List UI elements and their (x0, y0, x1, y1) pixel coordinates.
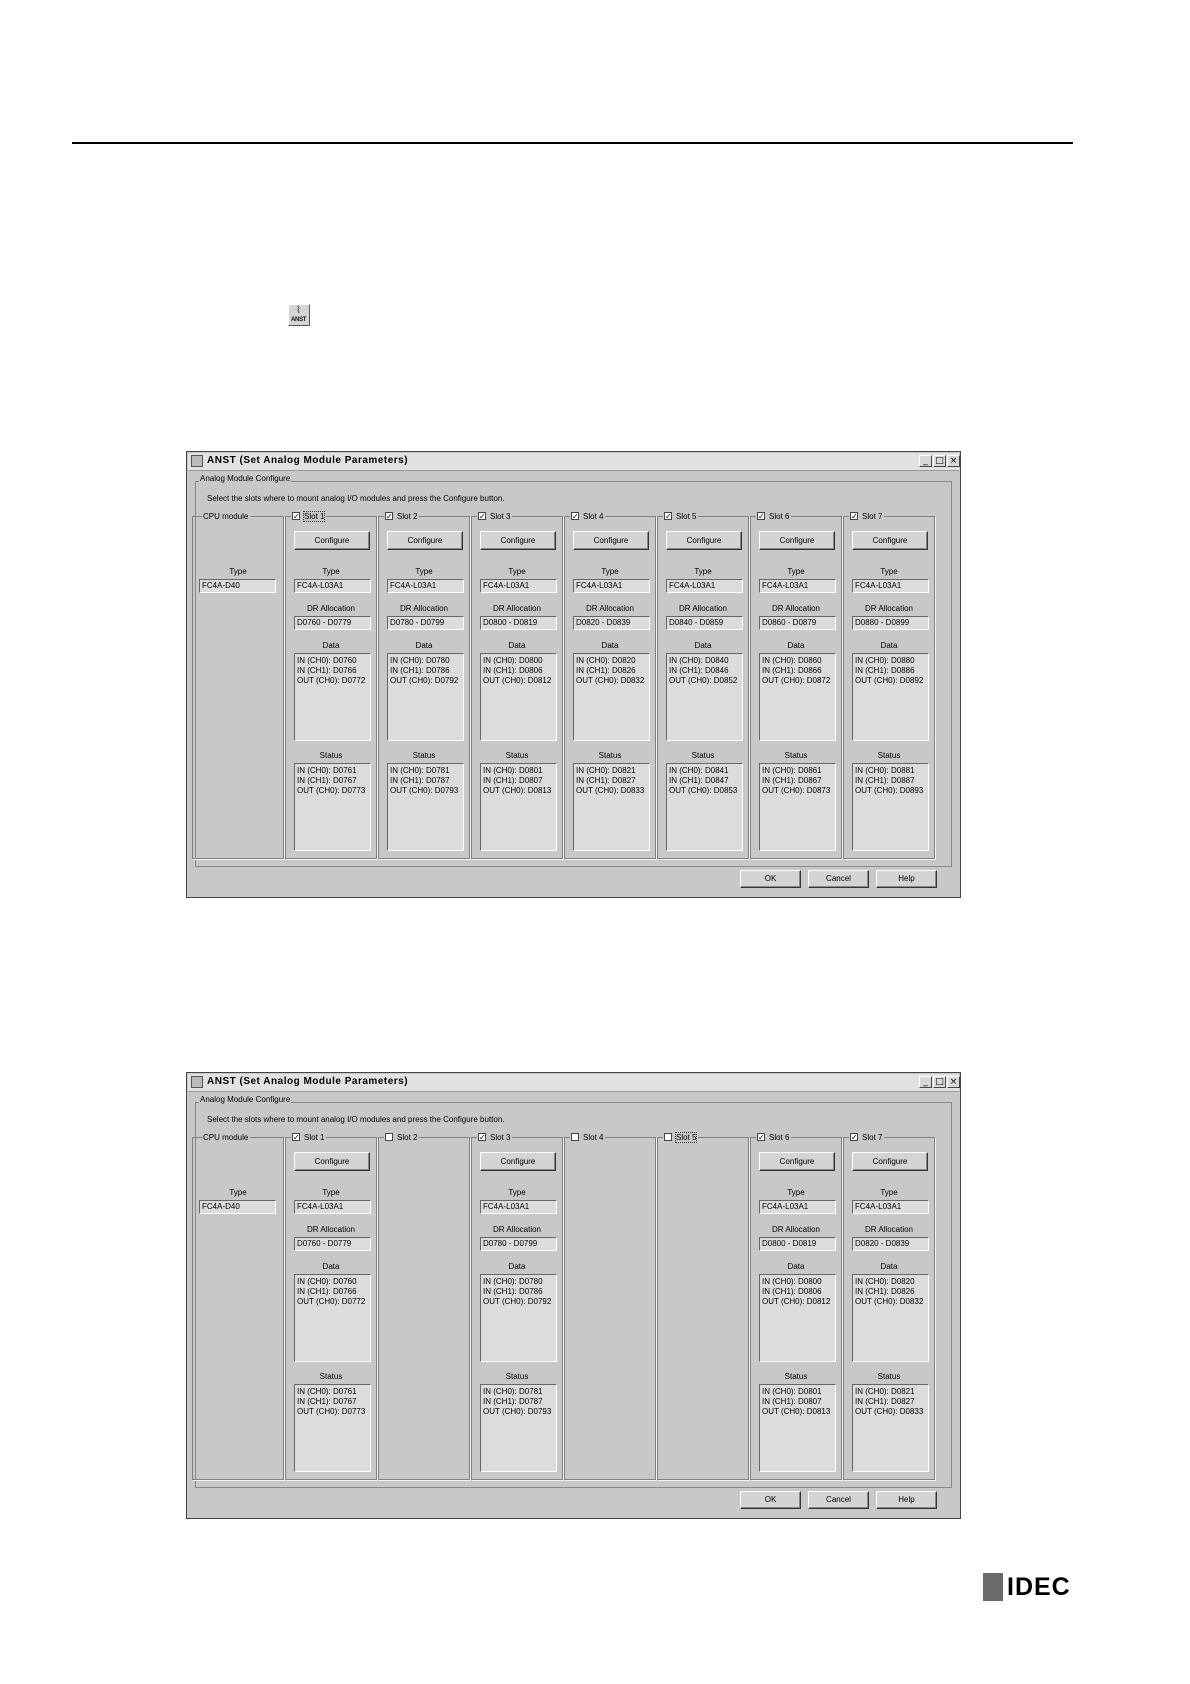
slot-7-status-label: Status (877, 751, 901, 760)
slot-3-checkbox[interactable] (477, 510, 512, 522)
cpu-module-panel (192, 516, 284, 859)
slot-2-dr-allocation-field: D0780 - D0799 (387, 616, 464, 630)
list-item: IN (CH0): D0840 (669, 656, 729, 665)
slot-7-data-list[interactable] (852, 1274, 929, 1362)
list-item: IN (CH0): D0800 (483, 656, 543, 665)
list-item: IN (CH0): D0801 (762, 1387, 822, 1396)
slot-7-checkbox[interactable] (849, 510, 884, 522)
list-item: IN (CH0): D0761 (297, 1387, 357, 1396)
slot-2-checkbox[interactable] (384, 510, 419, 522)
list-item: IN (CH1): D0827 (855, 1397, 915, 1406)
list-item: OUT (CH0): D0853 (669, 786, 738, 795)
list-item: IN (CH0): D0820 (576, 656, 636, 665)
slot-3-data-label: Data (508, 1262, 526, 1271)
checkbox-icon: ✓ (293, 512, 300, 521)
slot-6-label: Slot 6 (769, 511, 790, 521)
slot-6-status-list[interactable] (759, 1384, 836, 1472)
slot-6-type-label: Type (787, 567, 805, 576)
checkbox-icon: ✓ (758, 512, 765, 521)
list-item: OUT (CH0): D0793 (390, 786, 459, 795)
checkbox-icon: ✓ (479, 512, 486, 521)
list-item: IN (CH1): D0786 (390, 666, 450, 675)
list-item: OUT (CH0): D0793 (483, 1407, 552, 1416)
slot-7-type-label: Type (880, 567, 898, 576)
slot-7-dr-allocation-field: D0880 - D0899 (852, 616, 929, 630)
anst-toolbar-icon[interactable] (288, 304, 310, 326)
slot-3-status-label: Status (505, 751, 529, 760)
slot-6-data-list[interactable] (759, 653, 836, 741)
slot-3-type-label: Type (508, 1188, 526, 1197)
list-item: OUT (CH0): D0833 (855, 1407, 924, 1416)
slot-4-dr-allocation-label: DR Allocation (585, 604, 635, 613)
cancel-button[interactable]: Cancel (808, 1491, 869, 1509)
slot-5-data-label: Data (694, 641, 712, 650)
list-item: OUT (CH0): D0852 (669, 676, 738, 685)
ok-button[interactable]: OK (740, 870, 801, 888)
close-icon[interactable]: × (947, 1076, 960, 1088)
logo-mark (983, 1573, 1003, 1601)
list-item: OUT (CH0): D0813 (483, 786, 552, 795)
slot-6-type-label: Type (787, 1188, 805, 1197)
list-item: IN (CH1): D0807 (762, 1397, 822, 1406)
slot-6-status-label: Status (784, 751, 808, 760)
slot-1-dr-allocation-label: DR Allocation (306, 604, 356, 613)
slot-1-dr-allocation-label: DR Allocation (306, 1225, 356, 1234)
slot-5-label: Slot 5 (676, 511, 697, 521)
slot-7-status-list[interactable] (852, 1384, 929, 1472)
list-item: IN (CH0): D0820 (855, 1277, 915, 1286)
slot-1-status-list[interactable] (294, 763, 371, 851)
checkbox-icon (385, 1133, 393, 1141)
slot-5-dr-allocation-label: DR Allocation (678, 604, 728, 613)
group-title: Analog Module Configure (200, 474, 291, 483)
list-item: IN (CH0): D0780 (483, 1277, 543, 1286)
list-item: OUT (CH0): D0873 (762, 786, 831, 795)
slot-2-data-list[interactable] (387, 653, 464, 741)
slot-6-checkbox[interactable] (756, 510, 791, 522)
slot-3-type-field: FC4A-L03A1 (480, 579, 557, 593)
slot-5-panel (657, 516, 749, 859)
slot-3-type-field: FC4A-L03A1 (480, 1200, 557, 1214)
slot-4-checkbox[interactable] (570, 1131, 605, 1143)
slot-6-dr-allocation-field: D0800 - D0819 (759, 1237, 836, 1251)
slot-3-panel (471, 1137, 563, 1480)
list-item: IN (CH0): D0781 (390, 766, 450, 775)
slot-1-configure-button[interactable]: Configure (294, 1152, 370, 1171)
slot-5-status-label: Status (691, 751, 715, 760)
list-item: IN (CH1): D0846 (669, 666, 729, 675)
slot-2-label: Slot 2 (397, 511, 418, 521)
slot-6-panel (750, 1137, 842, 1480)
cpu-module-label-text: CPU module (203, 511, 249, 521)
list-item: IN (CH0): D0881 (855, 766, 915, 775)
slot-2-status-list[interactable] (387, 763, 464, 851)
slot-5-checkbox[interactable] (663, 1131, 698, 1143)
list-item: IN (CH0): D0861 (762, 766, 822, 775)
dialog-title: ANST (Set Analog Module Parameters) (207, 1076, 409, 1087)
list-item: OUT (CH0): D0872 (762, 676, 831, 685)
list-item: IN (CH0): D0800 (762, 1277, 822, 1286)
list-item: OUT (CH0): D0773 (297, 786, 366, 795)
slot-3-status-list[interactable] (480, 763, 557, 851)
list-item: IN (CH0): D0760 (297, 656, 357, 665)
list-item: IN (CH1): D0767 (297, 776, 357, 785)
slot-5-checkbox[interactable] (663, 510, 698, 522)
dialog-title: ANST (Set Analog Module Parameters) (207, 455, 409, 466)
slot-7-panel (843, 1137, 935, 1480)
toolbar-icon-label: ANST (291, 317, 307, 323)
slot-6-dr-allocation-label: DR Allocation (771, 1225, 821, 1234)
slot-1-dr-allocation-field: D0760 - D0779 (294, 1237, 371, 1251)
slot-4-label: Slot 4 (583, 1132, 604, 1142)
list-item: IN (CH0): D0860 (762, 656, 822, 665)
list-item: IN (CH0): D0801 (483, 766, 543, 775)
slot-1-data-list[interactable] (294, 1274, 371, 1362)
minimize-icon[interactable]: _ (919, 455, 932, 467)
list-item: IN (CH1): D0787 (483, 1397, 543, 1406)
page-header-rule (72, 142, 1073, 144)
checkbox-icon: ✓ (665, 512, 672, 521)
slot-3-data-list[interactable] (480, 1274, 557, 1362)
list-item: IN (CH0): D0821 (855, 1387, 915, 1396)
slot-2-dr-allocation-label: DR Allocation (399, 604, 449, 613)
slot-7-label: Slot 7 (862, 511, 883, 521)
slot-6-configure-button[interactable]: Configure (759, 531, 835, 550)
slot-4-data-list[interactable] (573, 653, 650, 741)
slot-6-type-field: FC4A-L03A1 (759, 579, 836, 593)
slot-2-configure-button[interactable]: Configure (387, 531, 463, 550)
checkbox-icon: ✓ (572, 512, 579, 521)
slot-4-dr-allocation-field: D0820 - D0839 (573, 616, 650, 630)
slot-7-data-label: Data (880, 641, 898, 650)
slot-3-label: Slot 3 (490, 511, 511, 521)
slot-3-dr-allocation-field: D0780 - D0799 (480, 1237, 557, 1251)
slot-3-panel (471, 516, 563, 859)
slot-1-configure-button[interactable]: Configure (294, 531, 370, 550)
slot-1-data-label: Data (322, 1262, 340, 1271)
list-item: IN (CH0): D0841 (669, 766, 729, 775)
slot-6-status-label: Status (784, 1372, 808, 1381)
cpu-type-label: Type (229, 567, 247, 576)
slot-4-type-label: Type (601, 567, 619, 576)
list-item: IN (CH1): D0826 (855, 1287, 915, 1296)
list-item: IN (CH1): D0886 (855, 666, 915, 675)
list-item: IN (CH1): D0787 (390, 776, 450, 785)
slot-1-data-list[interactable] (294, 653, 371, 741)
cpu-module-label (202, 510, 250, 522)
cpu-module-panel (192, 1137, 284, 1480)
ok-button[interactable]: OK (740, 1491, 801, 1509)
list-item: OUT (CH0): D0792 (390, 676, 459, 685)
group-title: Analog Module Configure (200, 1095, 291, 1104)
checkbox-icon (664, 1133, 672, 1141)
list-item: OUT (CH0): D0832 (855, 1297, 924, 1306)
list-item: OUT (CH0): D0813 (762, 1407, 831, 1416)
list-item: IN (CH0): D0760 (297, 1277, 357, 1286)
slot-6-panel (750, 516, 842, 859)
list-item: IN (CH1): D0786 (483, 1287, 543, 1296)
slot-3-checkbox[interactable] (477, 1131, 512, 1143)
slot-4-label: Slot 4 (583, 511, 604, 521)
slot-7-checkbox[interactable] (849, 1131, 884, 1143)
checkbox-icon: ✓ (851, 1133, 858, 1142)
cpu-module-label (202, 1131, 250, 1143)
slot-1-label: Slot 1 (304, 1132, 325, 1142)
slot-6-configure-button[interactable]: Configure (759, 1152, 835, 1171)
slot-1-checkbox[interactable] (291, 1131, 326, 1143)
wave-icon: ⌇ (296, 305, 301, 316)
list-item: OUT (CH0): D0773 (297, 1407, 366, 1416)
cpu-type-label: Type (229, 1188, 247, 1197)
checkbox-icon: ✓ (851, 512, 858, 521)
slot-7-type-field: FC4A-L03A1 (852, 579, 929, 593)
title-bar[interactable] (188, 453, 959, 471)
slot-5-type-field: FC4A-L03A1 (666, 579, 743, 593)
slot-2-panel (378, 1137, 470, 1480)
cancel-button[interactable]: Cancel (808, 870, 869, 888)
slot-3-type-label: Type (508, 567, 526, 576)
list-item: IN (CH1): D0766 (297, 1287, 357, 1296)
slot-1-checkbox[interactable] (291, 510, 326, 522)
list-item: OUT (CH0): D0812 (483, 676, 552, 685)
list-item: IN (CH1): D0867 (762, 776, 822, 785)
slot-1-status-list[interactable] (294, 1384, 371, 1472)
list-item: OUT (CH0): D0832 (576, 676, 645, 685)
list-item: OUT (CH0): D0792 (483, 1297, 552, 1306)
slot-4-data-label: Data (601, 641, 619, 650)
slot-7-configure-button[interactable]: Configure (852, 1152, 928, 1171)
list-item: IN (CH0): D0780 (390, 656, 450, 665)
slot-5-label: Slot 5 (676, 1132, 697, 1142)
slot-1-panel (285, 516, 377, 859)
help-button[interactable]: Help (876, 1491, 937, 1509)
slot-2-panel (378, 516, 470, 859)
list-item: IN (CH1): D0767 (297, 1397, 357, 1406)
close-icon[interactable]: × (947, 455, 960, 467)
slot-6-label: Slot 6 (769, 1132, 790, 1142)
cpu-module-label-text: CPU module (203, 1132, 249, 1142)
slot-2-type-field: FC4A-L03A1 (387, 579, 464, 593)
slot-5-configure-button[interactable]: Configure (666, 531, 742, 550)
app-icon (191, 455, 203, 467)
slot-2-type-label: Type (415, 567, 433, 576)
slot-6-data-label: Data (787, 641, 805, 650)
slot-4-panel (564, 516, 656, 859)
slot-1-type-label: Type (322, 567, 340, 576)
slot-3-status-label: Status (505, 1372, 529, 1381)
list-item: OUT (CH0): D0772 (297, 1297, 366, 1306)
slot-1-type-field: FC4A-L03A1 (294, 579, 371, 593)
slot-6-data-list[interactable] (759, 1274, 836, 1362)
help-button[interactable]: Help (876, 870, 937, 888)
maximize-icon[interactable]: □ (933, 455, 946, 467)
slot-3-label: Slot 3 (490, 1132, 511, 1142)
slot-1-type-field: FC4A-L03A1 (294, 1200, 371, 1214)
slot-3-configure-button[interactable]: Configure (480, 531, 556, 550)
slot-3-data-label: Data (508, 641, 526, 650)
list-item: OUT (CH0): D0833 (576, 786, 645, 795)
slot-2-checkbox[interactable] (384, 1131, 419, 1143)
slot-2-label: Slot 2 (397, 1132, 418, 1142)
idec-logo (983, 1573, 1073, 1601)
slot-7-type-label: Type (880, 1188, 898, 1197)
list-item: IN (CH1): D0807 (483, 776, 543, 785)
list-item: IN (CH1): D0887 (855, 776, 915, 785)
slot-3-dr-allocation-field: D0800 - D0819 (480, 616, 557, 630)
list-item: IN (CH1): D0766 (297, 666, 357, 675)
slot-3-dr-allocation-label: DR Allocation (492, 604, 542, 613)
slot-5-panel (657, 1137, 749, 1480)
slot-5-status-list[interactable] (666, 763, 743, 851)
list-item: IN (CH1): D0866 (762, 666, 822, 675)
checkbox-icon: ✓ (479, 1133, 486, 1142)
list-item: IN (CH1): D0826 (576, 666, 636, 675)
slot-7-data-list[interactable] (852, 653, 929, 741)
slot-1-label: Slot 1 (304, 511, 325, 521)
slot-7-dr-allocation-field: D0820 - D0839 (852, 1237, 929, 1251)
logo-text: IDEC (1007, 1573, 1071, 1601)
checkbox-icon: ✓ (386, 512, 393, 521)
slot-6-checkbox[interactable] (756, 1131, 791, 1143)
slot-1-dr-allocation-field: D0760 - D0779 (294, 616, 371, 630)
slot-6-dr-allocation-field: D0860 - D0879 (759, 616, 836, 630)
slot-7-panel (843, 516, 935, 859)
list-item: OUT (CH0): D0772 (297, 676, 366, 685)
list-item: IN (CH0): D0781 (483, 1387, 543, 1396)
slot-5-dr-allocation-field: D0840 - D0859 (666, 616, 743, 630)
slot-7-type-field: FC4A-L03A1 (852, 1200, 929, 1214)
slot-4-checkbox[interactable] (570, 510, 605, 522)
slot-1-data-label: Data (322, 641, 340, 650)
cpu-type-field: FC4A-D40 (199, 1200, 276, 1214)
slot-4-type-field: FC4A-L03A1 (573, 579, 650, 593)
maximize-icon[interactable]: □ (933, 1076, 946, 1088)
list-item: IN (CH0): D0761 (297, 766, 357, 775)
slot-7-data-label: Data (880, 1262, 898, 1271)
slot-6-data-label: Data (787, 1262, 805, 1271)
list-item: IN (CH1): D0847 (669, 776, 729, 785)
slot-7-dr-allocation-label: DR Allocation (864, 1225, 914, 1234)
slot-7-dr-allocation-label: DR Allocation (864, 604, 914, 613)
list-item: IN (CH1): D0827 (576, 776, 636, 785)
slot-1-status-label: Status (319, 751, 343, 760)
list-item: IN (CH1): D0806 (483, 666, 543, 675)
slot-5-data-list[interactable] (666, 653, 743, 741)
slot-6-dr-allocation-label: DR Allocation (771, 604, 821, 613)
slot-4-status-list[interactable] (573, 763, 650, 851)
list-item: IN (CH0): D0821 (576, 766, 636, 775)
anst-dialog-all-slots (186, 451, 961, 898)
slot-7-label: Slot 7 (862, 1132, 883, 1142)
slot-3-data-list[interactable] (480, 653, 557, 741)
checkbox-icon (571, 1133, 579, 1141)
checkbox-icon: ✓ (758, 1133, 765, 1142)
slot-2-status-label: Status (412, 751, 436, 760)
list-item: IN (CH0): D0880 (855, 656, 915, 665)
slot-1-status-label: Status (319, 1372, 343, 1381)
slot-1-panel (285, 1137, 377, 1480)
cpu-type-field: FC4A-D40 (199, 579, 276, 593)
minimize-icon[interactable]: _ (919, 1076, 932, 1088)
anst-dialog-some-slots (186, 1072, 961, 1519)
instruction-text: Select the slots where to mount analog I/O modules and press the Configure button. (207, 1115, 505, 1124)
instruction-text: Select the slots where to mount analog I/O modules and press the Configure button. (207, 494, 505, 503)
slot-3-status-list[interactable] (480, 1384, 557, 1472)
slot-4-panel (564, 1137, 656, 1480)
checkbox-icon: ✓ (293, 1133, 300, 1142)
slot-6-type-field: FC4A-L03A1 (759, 1200, 836, 1214)
list-item: OUT (CH0): D0812 (762, 1297, 831, 1306)
slot-2-data-label: Data (415, 641, 433, 650)
list-item: IN (CH1): D0806 (762, 1287, 822, 1296)
list-item: OUT (CH0): D0893 (855, 786, 924, 795)
title-bar[interactable] (188, 1074, 959, 1092)
slot-7-status-list[interactable] (852, 763, 929, 851)
slot-7-status-label: Status (877, 1372, 901, 1381)
slot-5-type-label: Type (694, 567, 712, 576)
slot-4-configure-button[interactable]: Configure (573, 531, 649, 550)
slot-4-status-label: Status (598, 751, 622, 760)
slot-3-configure-button[interactable]: Configure (480, 1152, 556, 1171)
slot-3-dr-allocation-label: DR Allocation (492, 1225, 542, 1234)
slot-7-configure-button[interactable]: Configure (852, 531, 928, 550)
slot-1-type-label: Type (322, 1188, 340, 1197)
list-item: OUT (CH0): D0892 (855, 676, 924, 685)
slot-6-status-list[interactable] (759, 763, 836, 851)
app-icon (191, 1076, 203, 1088)
